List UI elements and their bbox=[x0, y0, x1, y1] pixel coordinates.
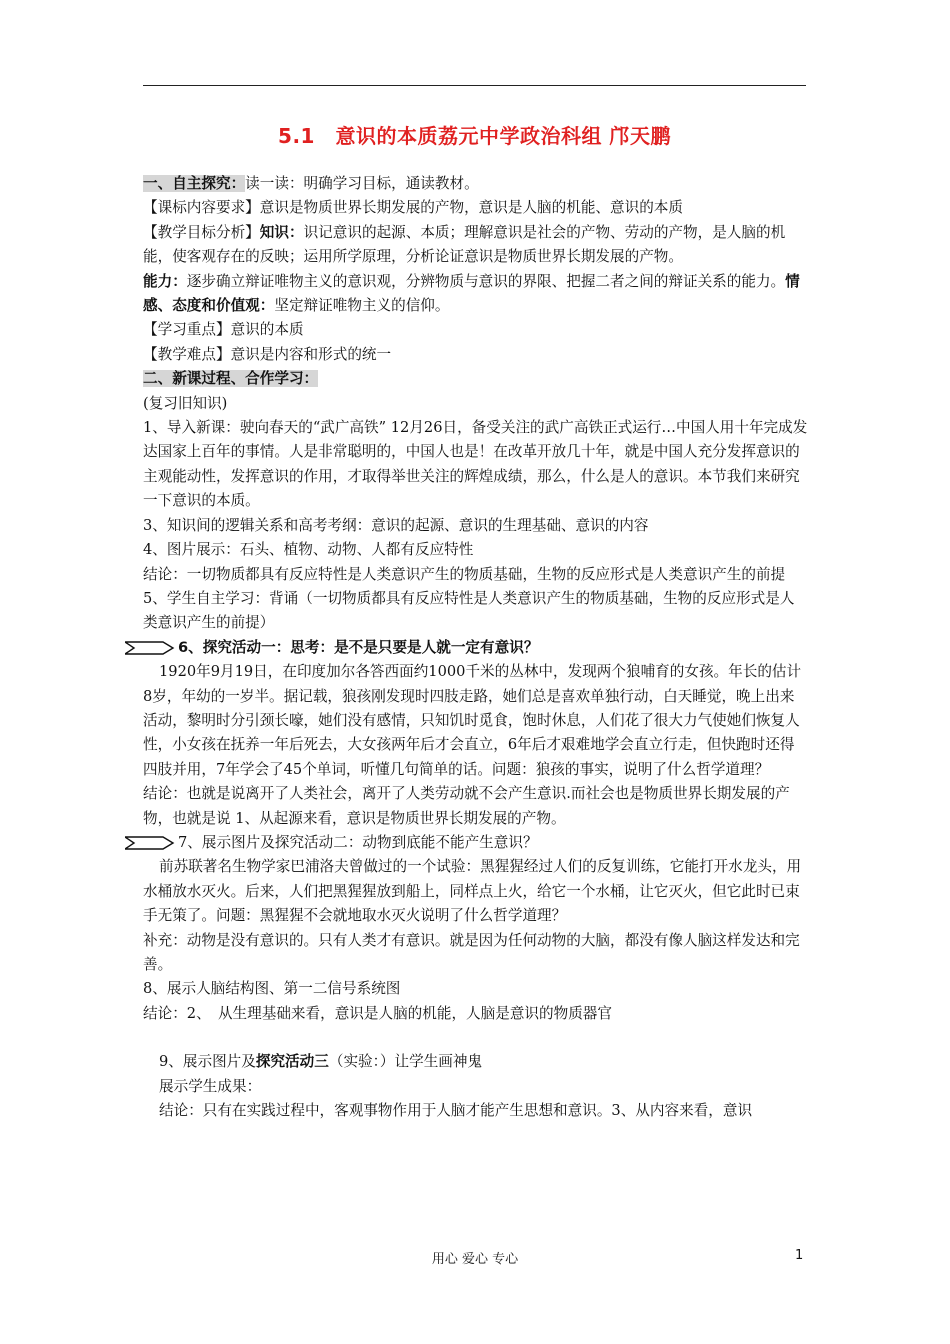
arrow-icon bbox=[125, 836, 175, 850]
wolf-child-story: 1920年9月19日，在印度加尔各答西面约1000千米的丛林中，发现两个狼哺育的女孩。年长的估计8岁，年幼的一岁半。据记载，狼孩刚发现时四肢走路，她们总是喜欢单独行动，白天睡觉，晚上出来活动，黎明时分引颈长嚎，她们没有感情，只知饥时觅食，饱时休息，人们花了很大力气使她们恢复人性，小女孩在抚养一年后死去，大女孩两年后才会直立，6年后才艰难地学会直立行走，但快跑时还得四肢并用，7年学会了45个单词，听懂几句简单的话。问题：狼孩的事实，说明了什么哲学道理？ bbox=[143, 663, 802, 778]
teaching-goals: 【教学目标分析】知识：识记意识的起源、本质；理解意识是社会的产物、劳动的产物，是人脑的机能，使客观存在的反映；运用所学原理，分析论证意识是物质世界长期发展的产物。 bbox=[143, 223, 786, 266]
key-point: 【学习重点】意识的本质 bbox=[143, 321, 304, 339]
activity1-heading: 6、探究活动一：思考：是不是只要是人就一定有意识？ bbox=[143, 636, 808, 660]
conclusion-8: 结论：2、 从生理基础来看，意识是人脑的机能，人脑是意识的物质器官 bbox=[143, 1004, 612, 1022]
conclusion-4: 结论：一切物质都具有反应特性是人类意识产生的物质基础，生物的反应形式是人类意识产生的前提 bbox=[143, 565, 786, 583]
difficult-point: 【教学难点】意识是内容和形式的统一 bbox=[143, 345, 392, 363]
self-study-paragraph: 5、学生自主学习：背诵（一切物质都具有反应特性是人类意识产生的物质基础，生物的反应形式是人类意识产生的前提） bbox=[143, 589, 795, 632]
review-note: (复习旧知识) bbox=[143, 394, 228, 412]
page-title: 5.1 意识的本质荔元中学政治科组 邝天鹏 bbox=[278, 124, 671, 148]
conclusion-6: 结论：也就是说离开了人类社会，离开了人类劳动就不会产生意识.而社会也是物质世界长期发展的产物，也就是说 1、从起源来看，意识是物质世界长期发展的产物。 bbox=[143, 785, 790, 827]
spacer bbox=[143, 1026, 808, 1050]
footer-motto: 用心 爱心 专心 bbox=[431, 1252, 519, 1267]
section1-heading: 一、自主探究： bbox=[143, 175, 246, 192]
picture-paragraph: 4、图片展示：石头、植物、动物、人都有反应特性 bbox=[143, 541, 474, 559]
chimpanzee-story: 前苏联著名生物学家巴浦洛夫曾做过的一个试验：黑猩猩经过人们的反复训练，它能打开水龙头，用水桶放水灭火。后来，人们把黑猩猩放到船上，同样点上火，给它一个水桶，让它灭火，但它此时已束手无策了。问题：黑猩猩不会就地取水灭火说明了什么哲学道理？ bbox=[143, 858, 802, 925]
document-body bbox=[143, 172, 808, 1123]
arrow-icon bbox=[125, 641, 175, 655]
section1-intro: 一、自主探究：读一读：明确学习目标，通读教材。 bbox=[143, 175, 479, 192]
page-number: 1 bbox=[795, 1248, 804, 1263]
intro-paragraph: 1、导入新课：驶向春天的“武广高铁” 12月26日，备受关注的武广高铁正式运行…中国人用十年完成发达国家上百年的事情。人是非常聪明的，中国人也是！在改革开放几十年，就是中国人充分发挥意识的主观能动性，发挥意识的作用，才取得举世关注的辉煌成绩，那么，什么是人的意识。本节我们来研究一下意识的本质。 bbox=[143, 419, 808, 510]
activity8-heading: 8、展示人脑结构图、第一二信号系统图 bbox=[143, 980, 401, 998]
student-results: 展示学生成果： bbox=[159, 1077, 262, 1095]
supplement-7: 补充：动物是没有意识的。只有人类才有意识。就是因为任何动物的大脑，都没有像人脑这样发达和完善。 bbox=[143, 931, 800, 973]
logic-paragraph: 3、知识间的逻辑关系和高考考纲：意识的起源、意识的生理基础、意识的内容 bbox=[143, 516, 649, 534]
conclusion-9: 结论：只有在实践过程中，客观事物作用于人脑才能产生思想和意识。3、从内容来看，意识 bbox=[159, 1102, 753, 1120]
activity2-heading: 7、展示图片及探究活动二：动物到底能不能产生意识？ bbox=[143, 831, 808, 855]
curriculum-requirement: 【课标内容要求】意识是物质世界长期发展的产物，意识是人脑的机能、意识的本质 bbox=[143, 199, 683, 217]
section2-heading: 二、新课过程、合作学习： bbox=[143, 370, 319, 388]
ability-goals: 能力：逐步确立辩证唯物主义的意识观，分辨物质与意识的界限、把握二者之间的辩证关系的能力。情感、态度和价值观：坚定辩证唯物主义的信仰。 bbox=[143, 272, 800, 315]
header-rule bbox=[143, 85, 806, 86]
activity9-heading: 9、展示图片及探究活动三（实验：）让学生画神鬼 bbox=[159, 1053, 483, 1071]
